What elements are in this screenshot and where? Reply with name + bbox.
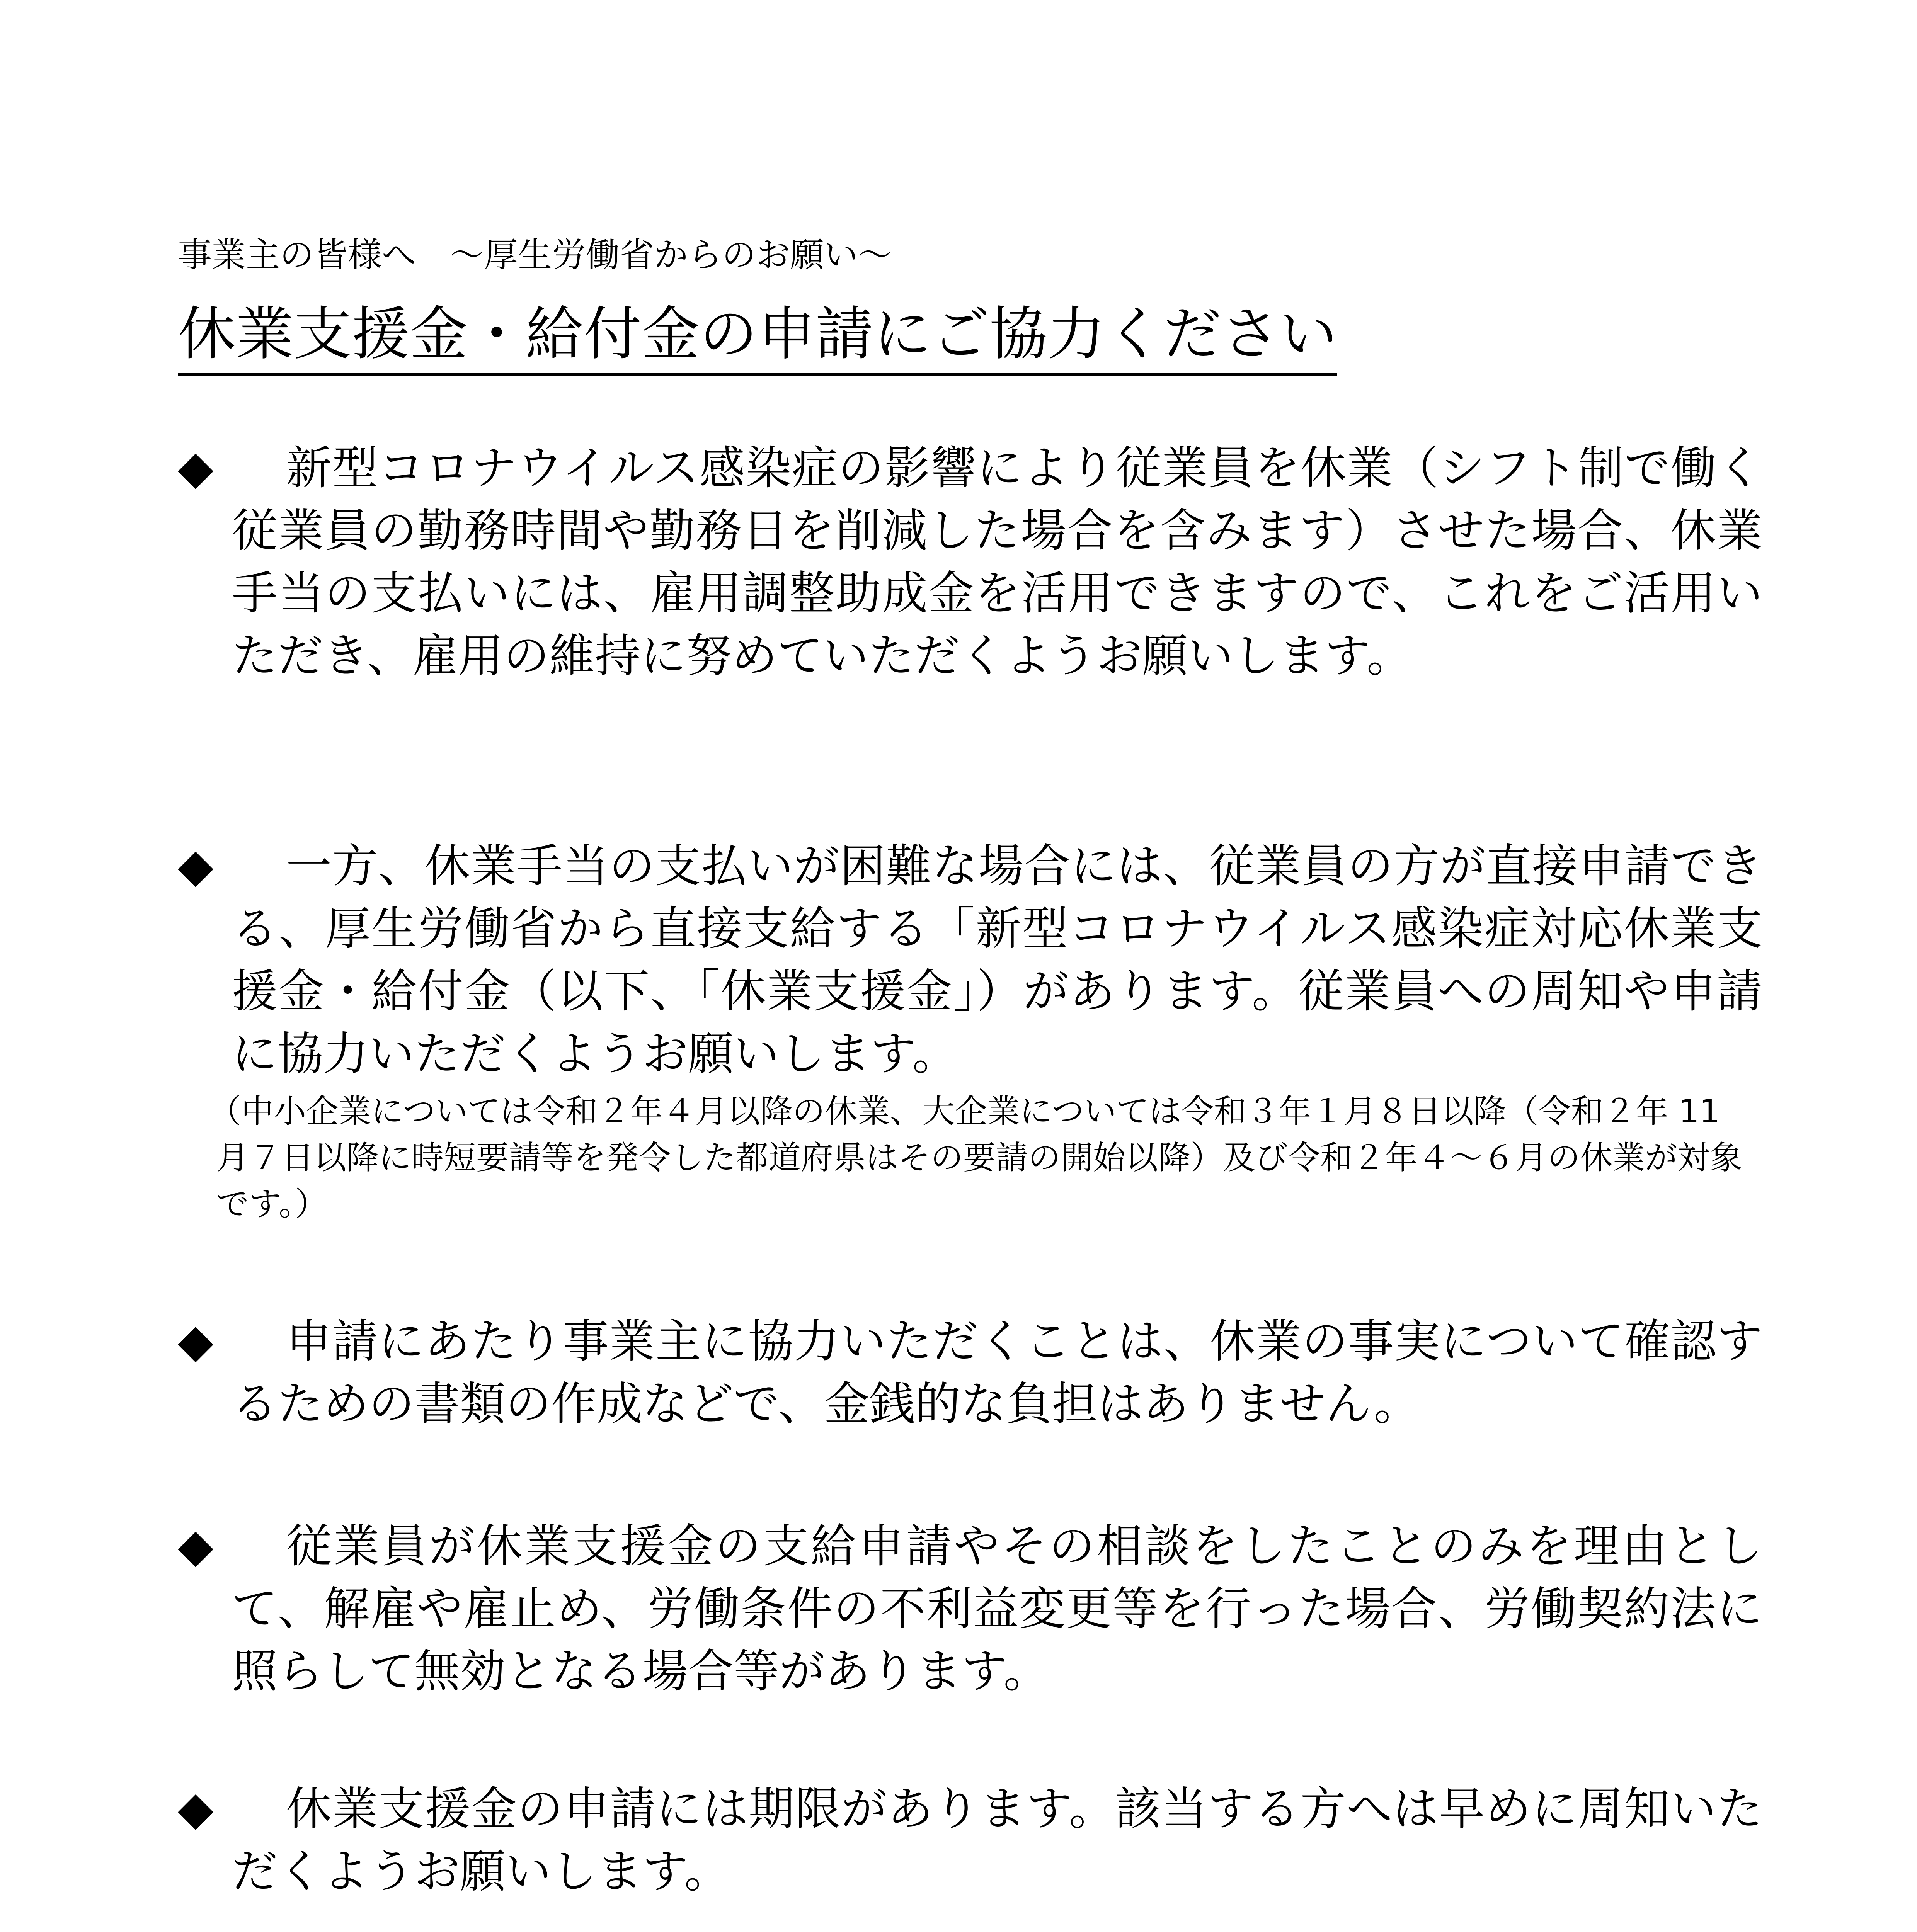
diamond-bullet-icon: ◆ (178, 1782, 214, 1835)
bullet-note: （中小企業については令和２年４月以降の休業、大企業については令和３年１月８日以降（令和２年 11 月７日以降に時短要請等を発令した都道府県はその要請の開始以降）及び令和２年４～６月の休業が対象です。） (209, 1092, 1743, 1223)
bullet-text: 申請にあたり事業主に協力いただくことは、休業の事実について確認するための書類の作成などで、金銭的な負担はありません。 (232, 1315, 1762, 1430)
bullet-item-support-payment (178, 835, 1762, 1227)
bullet-item-deadline (178, 1777, 1762, 1903)
diamond-bullet-icon: ◆ (178, 839, 214, 893)
bullet-text: 新型コロナウイルス感染症の影響により従業員を休業（シフト制で働く従業員の勤務時間や勤務日を削減した場合を含みます）させた場合、休業手当の支払いには、雇用調整助成金を活用できますので、これをご活用いただき、雇用の維持に努めていただくようお願いします。 (232, 441, 1762, 682)
diamond-bullet-icon: ◆ (178, 1314, 214, 1368)
diamond-bullet-icon: ◆ (178, 1519, 214, 1573)
bullet-text: 休業支援金の申請には期限があります。該当する方へは早めに周知いただくようお願いします。 (232, 1782, 1762, 1898)
bullet-item-employer-cooperation (178, 1310, 1762, 1435)
bullet-text: 従業員が休業支援金の支給申請やその相談をしたことのみを理由として、解雇や雇止め、労働条件の不利益変更等を行った場合、労働契約法に照らして無効となる場合等があります。 (232, 1519, 1762, 1698)
bullet-text: 一方、休業手当の支払いが困難な場合には、従業員の方が直接申請できる、厚生労働省から直接支給する「新型コロナウイルス感染症対応休業支援金・給付金（以下、「休業支援金」）があります。従業員への周知や申請に協力いただくようお願いします。 (232, 839, 1762, 1080)
bullet-item-dismissal-warning (178, 1515, 1762, 1702)
bullet-item-furlough-allowance (178, 437, 1762, 687)
diamond-bullet-icon: ◆ (178, 441, 214, 495)
page-title: 休業支援金・給付金の申請にご協力ください (178, 298, 1337, 376)
subtitle: 事業主の皆様へ ～厚生労働省からのお願い～ (178, 235, 892, 275)
